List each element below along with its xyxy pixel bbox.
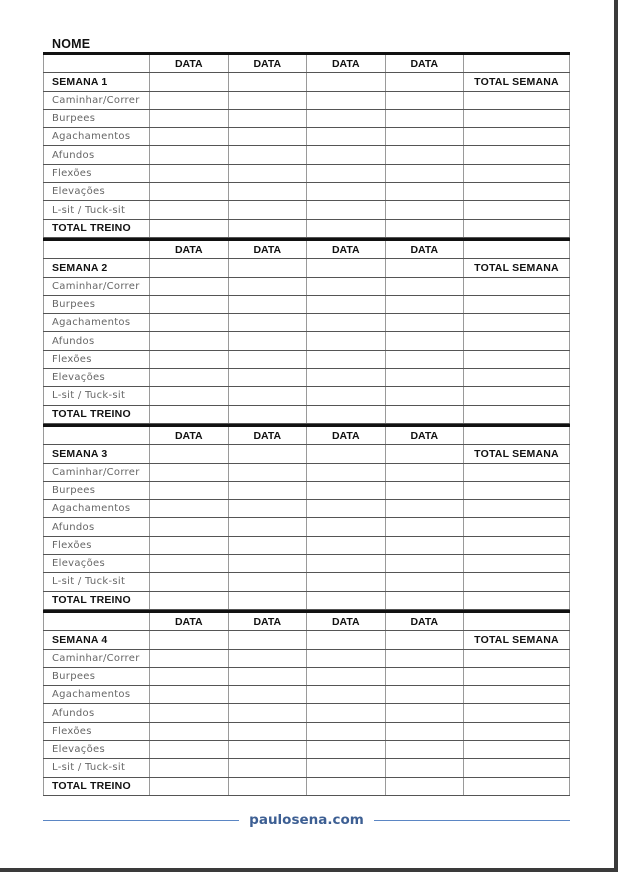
date-header: DATA — [228, 613, 307, 630]
reps-input-cell[interactable] — [306, 201, 385, 218]
exercise-label: Agachamentos — [43, 128, 149, 145]
reps-input-cell[interactable] — [149, 110, 228, 127]
date-input-cell[interactable] — [306, 445, 385, 462]
reps-input-cell[interactable] — [306, 759, 385, 776]
reps-input-cell[interactable] — [385, 146, 464, 163]
total-input-cell[interactable] — [463, 778, 570, 795]
exercise-label: Burpees — [43, 110, 149, 127]
reps-input-cell[interactable] — [306, 500, 385, 517]
reps-input-cell[interactable] — [306, 92, 385, 109]
total-input-cell[interactable] — [306, 220, 385, 237]
exercise-row — [43, 668, 570, 686]
week-total-input-cell[interactable] — [463, 759, 570, 776]
exercise-label: Caminhar/Correr — [43, 650, 149, 667]
reps-input-cell[interactable] — [149, 128, 228, 145]
date-input-cell[interactable] — [228, 631, 307, 648]
total-week-label: TOTAL SEMANA — [463, 631, 570, 648]
exercise-row — [43, 573, 570, 591]
date-input-cell[interactable] — [385, 631, 464, 648]
exercise-label: Agachamentos — [43, 500, 149, 517]
week-total-input-cell[interactable] — [463, 387, 570, 404]
reps-input-cell[interactable] — [228, 482, 307, 499]
exercise-label: Caminhar/Correr — [43, 92, 149, 109]
exercise-label: Agachamentos — [43, 314, 149, 331]
week-total-input-cell[interactable] — [463, 351, 570, 368]
exercise-label: Afundos — [43, 332, 149, 349]
week-total-input-cell[interactable] — [463, 369, 570, 386]
exercise-row — [43, 183, 570, 201]
reps-input-cell[interactable] — [149, 537, 228, 554]
reps-input-cell[interactable] — [228, 351, 307, 368]
exercise-row — [43, 704, 570, 722]
exercise-label: Afundos — [43, 518, 149, 535]
exercise-label: Flexões — [43, 723, 149, 740]
reps-input-cell[interactable] — [228, 146, 307, 163]
exercise-label: Caminhar/Correr — [43, 464, 149, 481]
reps-input-cell[interactable] — [228, 741, 307, 758]
reps-input-cell[interactable] — [149, 351, 228, 368]
reps-input-cell[interactable] — [306, 314, 385, 331]
exercise-row — [43, 537, 570, 555]
exercise-label: Burpees — [43, 668, 149, 685]
reps-input-cell[interactable] — [306, 369, 385, 386]
exercise-row — [43, 201, 570, 219]
week-total-input-cell[interactable] — [463, 183, 570, 200]
reps-input-cell[interactable] — [228, 183, 307, 200]
reps-input-cell[interactable] — [385, 351, 464, 368]
exercise-label: Flexões — [43, 537, 149, 554]
reps-input-cell[interactable] — [149, 741, 228, 758]
exercise-label: Flexões — [43, 165, 149, 182]
reps-input-cell[interactable] — [149, 201, 228, 218]
reps-input-cell[interactable] — [306, 278, 385, 295]
reps-input-cell[interactable] — [306, 686, 385, 703]
reps-input-cell[interactable] — [306, 741, 385, 758]
date-input-cell[interactable] — [149, 259, 228, 276]
total-input-cell[interactable] — [306, 592, 385, 609]
date-input-cell[interactable] — [228, 259, 307, 276]
exercise-label: Flexões — [43, 351, 149, 368]
header-blank-cell — [463, 427, 570, 444]
reps-input-cell[interactable] — [385, 573, 464, 590]
reps-input-cell[interactable] — [228, 464, 307, 481]
footer-divider-right — [374, 820, 570, 821]
date-header-row — [43, 427, 570, 445]
exercise-row — [43, 464, 570, 482]
week-row — [43, 259, 570, 277]
week-total-input-cell[interactable] — [463, 201, 570, 218]
exercise-label: Afundos — [43, 704, 149, 721]
exercise-label: Burpees — [43, 482, 149, 499]
reps-input-cell[interactable] — [149, 500, 228, 517]
date-input-cell[interactable] — [149, 445, 228, 462]
reps-input-cell[interactable] — [385, 464, 464, 481]
total-week-label: TOTAL SEMANA — [463, 445, 570, 462]
reps-input-cell[interactable] — [149, 92, 228, 109]
week-total-input-cell[interactable] — [463, 500, 570, 517]
reps-input-cell[interactable] — [306, 518, 385, 535]
week-total-input-cell[interactable] — [463, 332, 570, 349]
reps-input-cell[interactable] — [228, 110, 307, 127]
reps-input-cell[interactable] — [385, 92, 464, 109]
header-blank-cell — [43, 427, 149, 444]
reps-input-cell[interactable] — [228, 314, 307, 331]
date-input-cell[interactable] — [385, 259, 464, 276]
week-total-input-cell[interactable] — [463, 92, 570, 109]
date-header-row — [43, 241, 570, 259]
date-header: DATA — [385, 241, 464, 258]
date-input-cell[interactable] — [228, 445, 307, 462]
header-blank-cell — [463, 613, 570, 630]
total-workout-row — [43, 592, 570, 610]
reps-input-cell[interactable] — [306, 332, 385, 349]
total-input-cell[interactable] — [228, 406, 307, 423]
reps-input-cell[interactable] — [228, 369, 307, 386]
week-total-input-cell[interactable] — [463, 537, 570, 554]
week-total-input-cell[interactable] — [463, 146, 570, 163]
week-total-input-cell[interactable] — [463, 518, 570, 535]
header-blank-cell — [463, 55, 570, 72]
exercise-row — [43, 369, 570, 387]
reps-input-cell[interactable] — [385, 278, 464, 295]
reps-input-cell[interactable] — [385, 387, 464, 404]
reps-input-cell[interactable] — [306, 723, 385, 740]
reps-input-cell[interactable] — [149, 296, 228, 313]
reps-input-cell[interactable] — [306, 351, 385, 368]
date-header: DATA — [385, 613, 464, 630]
total-input-cell[interactable] — [385, 592, 464, 609]
date-header: DATA — [306, 55, 385, 72]
exercise-label: L-sit / Tuck-sit — [43, 573, 149, 590]
workout-log-table — [43, 52, 570, 796]
exercise-label: Elevações — [43, 741, 149, 758]
reps-input-cell[interactable] — [385, 704, 464, 721]
total-workout-label: TOTAL TREINO — [43, 778, 149, 795]
date-input-cell[interactable] — [149, 73, 228, 90]
week-total-input-cell[interactable] — [463, 110, 570, 127]
week-total-input-cell[interactable] — [463, 482, 570, 499]
week-block-2 — [43, 238, 570, 424]
date-header: DATA — [149, 55, 228, 72]
reps-input-cell[interactable] — [228, 278, 307, 295]
exercise-label: Elevações — [43, 555, 149, 572]
total-input-cell[interactable] — [228, 220, 307, 237]
date-input-cell[interactable] — [306, 259, 385, 276]
week-total-input-cell[interactable] — [463, 128, 570, 145]
reps-input-cell[interactable] — [306, 146, 385, 163]
date-input-cell[interactable] — [306, 73, 385, 90]
total-workout-label: TOTAL TREINO — [43, 592, 149, 609]
reps-input-cell[interactable] — [385, 518, 464, 535]
exercise-row — [43, 555, 570, 573]
reps-input-cell[interactable] — [149, 704, 228, 721]
header-blank-cell — [43, 613, 149, 630]
exercise-row — [43, 723, 570, 741]
exercise-label: Afundos — [43, 146, 149, 163]
week-total-input-cell[interactable] — [463, 573, 570, 590]
week-total-input-cell[interactable] — [463, 464, 570, 481]
exercise-row — [43, 110, 570, 128]
total-input-cell[interactable] — [385, 406, 464, 423]
reps-input-cell[interactable] — [149, 278, 228, 295]
reps-input-cell[interactable] — [385, 110, 464, 127]
exercise-row — [43, 314, 570, 332]
date-input-cell[interactable] — [306, 631, 385, 648]
reps-input-cell[interactable] — [228, 201, 307, 218]
header-blank-cell — [43, 241, 149, 258]
reps-input-cell[interactable] — [149, 464, 228, 481]
total-workout-row — [43, 406, 570, 424]
reps-input-cell[interactable] — [149, 555, 228, 572]
date-header: DATA — [385, 427, 464, 444]
date-header: DATA — [385, 55, 464, 72]
exercise-label: Elevações — [43, 183, 149, 200]
exercise-label: L-sit / Tuck-sit — [43, 759, 149, 776]
total-week-label: TOTAL SEMANA — [463, 259, 570, 276]
reps-input-cell[interactable] — [306, 668, 385, 685]
reps-input-cell[interactable] — [228, 650, 307, 667]
week-row — [43, 73, 570, 91]
reps-input-cell[interactable] — [228, 537, 307, 554]
reps-input-cell[interactable] — [306, 296, 385, 313]
reps-input-cell[interactable] — [385, 759, 464, 776]
reps-input-cell[interactable] — [385, 500, 464, 517]
exercise-row — [43, 146, 570, 164]
reps-input-cell[interactable] — [306, 464, 385, 481]
exercise-label: Caminhar/Correr — [43, 278, 149, 295]
week-total-input-cell[interactable] — [463, 741, 570, 758]
reps-input-cell[interactable] — [149, 668, 228, 685]
exercise-label: L-sit / Tuck-sit — [43, 201, 149, 218]
week-label: SEMANA 4 — [43, 631, 149, 648]
week-total-input-cell[interactable] — [463, 296, 570, 313]
page-edge-right — [614, 0, 618, 872]
week-block-1 — [43, 52, 570, 238]
reps-input-cell[interactable] — [228, 128, 307, 145]
total-input-cell[interactable] — [306, 778, 385, 795]
week-total-input-cell[interactable] — [463, 314, 570, 331]
exercise-row — [43, 278, 570, 296]
exercise-row — [43, 351, 570, 369]
date-header: DATA — [149, 427, 228, 444]
reps-input-cell[interactable] — [385, 537, 464, 554]
exercise-label: L-sit / Tuck-sit — [43, 387, 149, 404]
reps-input-cell[interactable] — [149, 518, 228, 535]
exercise-row — [43, 332, 570, 350]
reps-input-cell[interactable] — [228, 555, 307, 572]
reps-input-cell[interactable] — [149, 482, 228, 499]
reps-input-cell[interactable] — [306, 128, 385, 145]
date-header: DATA — [306, 427, 385, 444]
total-input-cell[interactable] — [463, 592, 570, 609]
reps-input-cell[interactable] — [228, 518, 307, 535]
week-row — [43, 445, 570, 463]
reps-input-cell[interactable] — [228, 686, 307, 703]
reps-input-cell[interactable] — [228, 704, 307, 721]
reps-input-cell[interactable] — [149, 183, 228, 200]
footer — [43, 812, 570, 828]
week-total-input-cell[interactable] — [463, 723, 570, 740]
reps-input-cell[interactable] — [149, 369, 228, 386]
name-label: NOME — [52, 37, 91, 51]
week-total-input-cell[interactable] — [463, 165, 570, 182]
date-input-cell[interactable] — [385, 73, 464, 90]
week-label: SEMANA 3 — [43, 445, 149, 462]
reps-input-cell[interactable] — [385, 183, 464, 200]
reps-input-cell[interactable] — [306, 165, 385, 182]
date-header: DATA — [228, 427, 307, 444]
week-total-input-cell[interactable] — [463, 704, 570, 721]
exercise-row — [43, 165, 570, 183]
total-input-cell[interactable] — [149, 406, 228, 423]
date-input-cell[interactable] — [228, 73, 307, 90]
reps-input-cell[interactable] — [306, 555, 385, 572]
exercise-row — [43, 741, 570, 759]
reps-input-cell[interactable] — [149, 573, 228, 590]
total-workout-row — [43, 778, 570, 796]
exercise-row — [43, 650, 570, 668]
reps-input-cell[interactable] — [228, 723, 307, 740]
date-header: DATA — [149, 613, 228, 630]
reps-input-cell[interactable] — [385, 741, 464, 758]
week-total-input-cell[interactable] — [463, 555, 570, 572]
header-blank-cell — [43, 55, 149, 72]
week-total-input-cell[interactable] — [463, 650, 570, 667]
reps-input-cell[interactable] — [385, 332, 464, 349]
reps-input-cell[interactable] — [228, 296, 307, 313]
footer-brand-link[interactable]: paulosena.com — [249, 812, 364, 828]
reps-input-cell[interactable] — [149, 723, 228, 740]
reps-input-cell[interactable] — [385, 296, 464, 313]
reps-input-cell[interactable] — [228, 92, 307, 109]
reps-input-cell[interactable] — [228, 387, 307, 404]
week-block-3 — [43, 424, 570, 610]
total-input-cell[interactable] — [149, 778, 228, 795]
date-header: DATA — [306, 613, 385, 630]
reps-input-cell[interactable] — [228, 759, 307, 776]
total-input-cell[interactable] — [463, 220, 570, 237]
reps-input-cell[interactable] — [149, 165, 228, 182]
reps-input-cell[interactable] — [385, 314, 464, 331]
reps-input-cell[interactable] — [228, 668, 307, 685]
total-input-cell[interactable] — [228, 592, 307, 609]
reps-input-cell[interactable] — [228, 573, 307, 590]
exercise-row — [43, 482, 570, 500]
page-edge-bottom — [0, 868, 618, 872]
exercise-label: Agachamentos — [43, 686, 149, 703]
exercise-row — [43, 759, 570, 777]
reps-input-cell[interactable] — [149, 314, 228, 331]
date-header-row — [43, 613, 570, 631]
reps-input-cell[interactable] — [385, 555, 464, 572]
footer-divider-left — [43, 820, 239, 821]
total-workout-label: TOTAL TREINO — [43, 220, 149, 237]
exercise-row — [43, 686, 570, 704]
reps-input-cell[interactable] — [385, 650, 464, 667]
reps-input-cell[interactable] — [306, 704, 385, 721]
reps-input-cell[interactable] — [306, 183, 385, 200]
week-label: SEMANA 1 — [43, 73, 149, 90]
reps-input-cell[interactable] — [228, 332, 307, 349]
reps-input-cell[interactable] — [228, 500, 307, 517]
exercise-label: Elevações — [43, 369, 149, 386]
reps-input-cell[interactable] — [385, 369, 464, 386]
exercise-row — [43, 500, 570, 518]
exercise-row — [43, 128, 570, 146]
reps-input-cell[interactable] — [385, 128, 464, 145]
date-input-cell[interactable] — [149, 631, 228, 648]
total-input-cell[interactable] — [385, 220, 464, 237]
date-header: DATA — [306, 241, 385, 258]
date-header-row — [43, 55, 570, 73]
reps-input-cell[interactable] — [385, 165, 464, 182]
date-header: DATA — [228, 241, 307, 258]
reps-input-cell[interactable] — [228, 165, 307, 182]
reps-input-cell[interactable] — [306, 387, 385, 404]
reps-input-cell[interactable] — [149, 146, 228, 163]
total-workout-row — [43, 220, 570, 238]
date-header: DATA — [228, 55, 307, 72]
date-header: DATA — [149, 241, 228, 258]
reps-input-cell[interactable] — [149, 650, 228, 667]
total-input-cell[interactable] — [385, 778, 464, 795]
reps-input-cell[interactable] — [306, 110, 385, 127]
week-row — [43, 631, 570, 649]
week-label: SEMANA 2 — [43, 259, 149, 276]
date-input-cell[interactable] — [385, 445, 464, 462]
reps-input-cell[interactable] — [306, 537, 385, 554]
week-total-input-cell[interactable] — [463, 278, 570, 295]
week-total-input-cell[interactable] — [463, 668, 570, 685]
reps-input-cell[interactable] — [385, 668, 464, 685]
exercise-row — [43, 92, 570, 110]
exercise-row — [43, 296, 570, 314]
exercise-row — [43, 387, 570, 405]
reps-input-cell[interactable] — [149, 387, 228, 404]
total-input-cell[interactable] — [228, 778, 307, 795]
reps-input-cell[interactable] — [385, 686, 464, 703]
reps-input-cell[interactable] — [149, 332, 228, 349]
exercise-label: Burpees — [43, 296, 149, 313]
total-workout-label: TOTAL TREINO — [43, 406, 149, 423]
reps-input-cell[interactable] — [385, 723, 464, 740]
reps-input-cell[interactable] — [149, 686, 228, 703]
exercise-row — [43, 518, 570, 536]
reps-input-cell[interactable] — [306, 650, 385, 667]
reps-input-cell[interactable] — [385, 482, 464, 499]
total-input-cell[interactable] — [149, 592, 228, 609]
total-input-cell[interactable] — [306, 406, 385, 423]
header-blank-cell — [463, 241, 570, 258]
total-input-cell[interactable] — [149, 220, 228, 237]
week-total-input-cell[interactable] — [463, 686, 570, 703]
total-week-label: TOTAL SEMANA — [463, 73, 570, 90]
reps-input-cell[interactable] — [306, 482, 385, 499]
reps-input-cell[interactable] — [306, 573, 385, 590]
reps-input-cell[interactable] — [149, 759, 228, 776]
reps-input-cell[interactable] — [385, 201, 464, 218]
week-block-4 — [43, 610, 570, 796]
total-input-cell[interactable] — [463, 406, 570, 423]
